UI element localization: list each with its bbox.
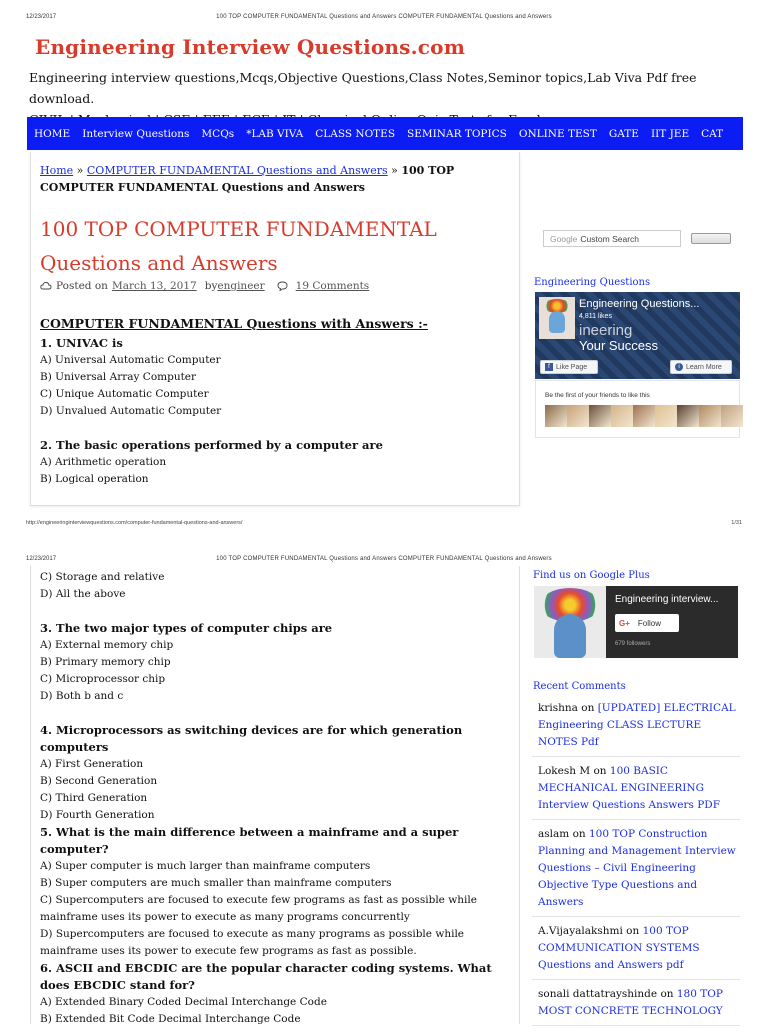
fb-likes-count: 4,811 likes [579,313,612,320]
print-header [0,10,768,24]
fb-friends-text: Be the first of your friends to like this [545,392,650,399]
friend-avatar[interactable] [699,405,721,427]
fb-page-name[interactable]: Engineering Questions... [579,298,700,310]
follow-button[interactable]: G+ Follow [615,614,679,632]
answer-option: A) Arithmetic operation [40,456,167,468]
post-title: 100 TOP COMPUTER FUNDAMENTAL Questions and Answers [40,217,437,275]
site-title[interactable]: Engineering Interview Questions.com [35,35,466,59]
question-block [40,620,510,705]
answer-option: D) All the above [40,588,126,600]
recent-comments-list [532,700,740,1032]
question-text: 5. What is the main difference between a mainframe and a super computer? [40,825,459,856]
comment-on-label: on [622,925,643,937]
nav-item-gate[interactable]: GATE [608,127,639,140]
comment-author: aslam [538,828,570,840]
comment-author: A.Vijayalakshmi [538,925,623,937]
recent-comment-item [532,763,740,820]
answer-option: B) Primary memory chip [40,656,171,668]
answer-option: C) Microprocessor chip [40,673,166,685]
info-icon: i [675,363,683,371]
print-title: 100 TOP COMPUTER FUNDAMENTAL Questions and Answers COMPUTER FUNDAMENTAL Questions and Answers [216,556,552,562]
fb-friends-strip [535,380,740,438]
friend-avatar[interactable] [611,405,633,427]
print-date: 12/23/2017 [26,14,57,20]
comment-author: Lokesh M [538,765,591,777]
recent-comment-item [532,986,740,1026]
answer-option: A) Super computer is much larger than mainframe computers [40,860,371,872]
search-input[interactable] [543,230,681,247]
print-page-number: 1/31 [731,520,742,526]
nav-item-class-notes[interactable]: CLASS NOTES [315,127,396,140]
google-plus-icon: G+ [619,618,630,628]
learn-more-button[interactable]: i Learn More [670,360,732,374]
fb-cover-text: ineering [579,322,633,339]
page-logo [539,297,575,339]
nav-item-interview-questions[interactable]: Interview Questions [82,127,190,140]
main-nav [27,117,743,150]
posted-on-label: Posted on [56,280,108,292]
question-text: 1. UNIVAC is [40,336,123,350]
facebook-page-widget[interactable] [535,292,740,379]
gp-followers-count: 679 followers [615,641,651,647]
answer-option: A) Universal Automatic Computer [40,354,221,366]
breadcrumb-separator: » [73,164,87,177]
answer-option: D) Both b and c [40,690,124,702]
google-plus-heading: Find us on Google Plus [533,570,650,581]
answer-option: A) External memory chip [40,639,174,651]
friend-avatar[interactable] [655,405,677,427]
recent-comment-item [532,826,740,917]
friend-avatar[interactable] [589,405,611,427]
comment-post-link[interactable]: [UPDATED] ELECTRICAL Engineering CLASS LECTURE NOTES Pdf [538,702,736,748]
friend-avatar[interactable] [567,405,589,427]
comment-post-link[interactable]: 100 BASIC MECHANICAL ENGINEERING Interview Questions Answers PDF [538,765,721,811]
by-label: by [204,280,218,292]
breadcrumb-category-link[interactable]: COMPUTER FUNDAMENTAL Questions and Answers [86,164,388,177]
friend-avatar[interactable] [633,405,655,427]
print-title: 100 TOP COMPUTER FUNDAMENTAL Questions and Answers COMPUTER FUNDAMENTAL Questions and Answers [216,14,552,20]
search-button[interactable] [691,233,731,244]
gp-avatar[interactable] [534,586,606,658]
question-block [40,569,510,603]
answer-option: B) Logical operation [40,473,149,485]
question-block [40,335,510,420]
nav-item-lab-viva[interactable]: *LAB VIVA [246,127,304,140]
post-panel [30,152,520,506]
print-date: 12/23/2017 [26,556,57,562]
question-text: 3. The two major types of computer chips are [40,621,333,635]
answer-option: C) Unique Automatic Computer [40,388,209,400]
gp-page-name[interactable]: Engineering interview... [615,594,719,605]
answer-option: B) Extended Bit Code Decimal Interchange Code [40,1013,301,1024]
google-plus-widget [534,586,738,658]
comments-count-link[interactable]: 19 Comments [295,280,370,292]
fb-widget-heading: Engineering Questions [534,277,651,288]
print-url: http://engineeringinterviewquestions.com/computer-fundamental-questions-and-answers/ [26,520,243,526]
nav-item-seminar-topics[interactable]: SEMINAR TOPICS [407,127,507,140]
comment-on-label: on [577,702,598,714]
breadcrumb [40,162,500,196]
nav-item-iit-jee[interactable]: IIT JEE [650,127,690,140]
comment-post-link[interactable]: 180 TOP MOST CONCRETE TECHNOLOGY [538,988,723,1017]
friend-avatar[interactable] [721,405,743,427]
facebook-icon: f [545,363,553,371]
friend-avatar[interactable] [545,405,567,427]
answer-option: A) First Generation [40,758,144,770]
google-label: Google [550,233,578,244]
recent-comments-heading: Recent Comments [533,681,626,692]
recent-comment-item [532,923,740,980]
section-heading: COMPUTER FUNDAMENTAL Questions with Answers :- [40,316,428,331]
comment-author: sonali dattatrayshinde [538,988,658,1000]
question-block [40,824,510,960]
breadcrumb-home-link[interactable]: Home [40,164,74,177]
comment-post-link[interactable]: 100 TOP Construction Planning and Management Interview Questions – Civil Engineering Objective Type Questions and Answers [538,828,736,908]
comment-post-link[interactable]: 100 TOP COMMUNICATION SYSTEMS Questions and Answers pdf [538,925,700,971]
answer-option: D) Supercomputers are focused to execute as many programs as possible while mainframe uses its power to execute few programs as fast as possible. [40,928,465,957]
comment-on-label: on [590,765,610,777]
answer-option: A) Extended Binary Coded Decimal Interchange Code [40,996,327,1008]
nav-item-online-test[interactable]: ONLINE TEST [518,127,597,140]
site-description-line-1: Engineering interview questions,Mcqs,Objective Questions,Class Notes,Seminor topics,Lab Viva Pdf free download. [29,70,697,106]
answer-option: D) Fourth Generation [40,809,155,821]
recent-comment-item [532,700,740,757]
question-block [40,437,510,488]
comment-on-label: on [657,988,677,1000]
question-block [40,722,510,824]
answer-option: C) Storage and relative [40,571,165,583]
author-link[interactable]: engineer [217,280,265,292]
print-header-2 [0,552,768,566]
answer-option: D) Unvalued Automatic Computer [40,405,222,417]
comment-icon [277,281,288,291]
like-page-button[interactable]: f Like Page [540,360,598,374]
answer-option: B) Second Generation [40,775,158,787]
breadcrumb-current: 100 TOP COMPUTER FUNDAMENTAL Questions and Answers [40,164,455,194]
nav-item-cat[interactable]: CAT [701,127,724,140]
comment-author: krishna [538,702,578,714]
question-text: 2. The basic operations performed by a computer are [40,438,383,452]
question-text: 6. ASCII and EBCDIC are the popular character coding systems. What does EBCDIC stand for? [40,961,492,992]
post-date-link[interactable]: March 13, 2017 [111,280,197,292]
question-block [40,960,510,1024]
answer-option: C) Third Generation [40,792,148,804]
cloud-icon [40,281,52,291]
question-text: 4. Microprocessors as switching devices are for which generation computers [40,723,463,754]
post-meta [40,280,369,292]
nav-item-home[interactable]: HOME [34,127,71,140]
friend-avatar[interactable] [677,405,699,427]
breadcrumb-separator: » [387,164,402,177]
comment-on-label: on [569,828,589,840]
answer-option: B) Universal Array Computer [40,371,197,383]
nav-item-mcqs[interactable]: MCQs [201,127,235,140]
search-placeholder: Custom Search [580,233,640,244]
fb-cover-text-2: Your Success [579,338,659,353]
post-panel-continued [30,566,520,1024]
answer-option: B) Super computers are much smaller than mainframe computers [40,877,392,889]
answer-option: C) Supercomputers are focused to execute few programs as fast as possible while mainframe uses its power to execute as many programs concurrently [40,894,477,923]
